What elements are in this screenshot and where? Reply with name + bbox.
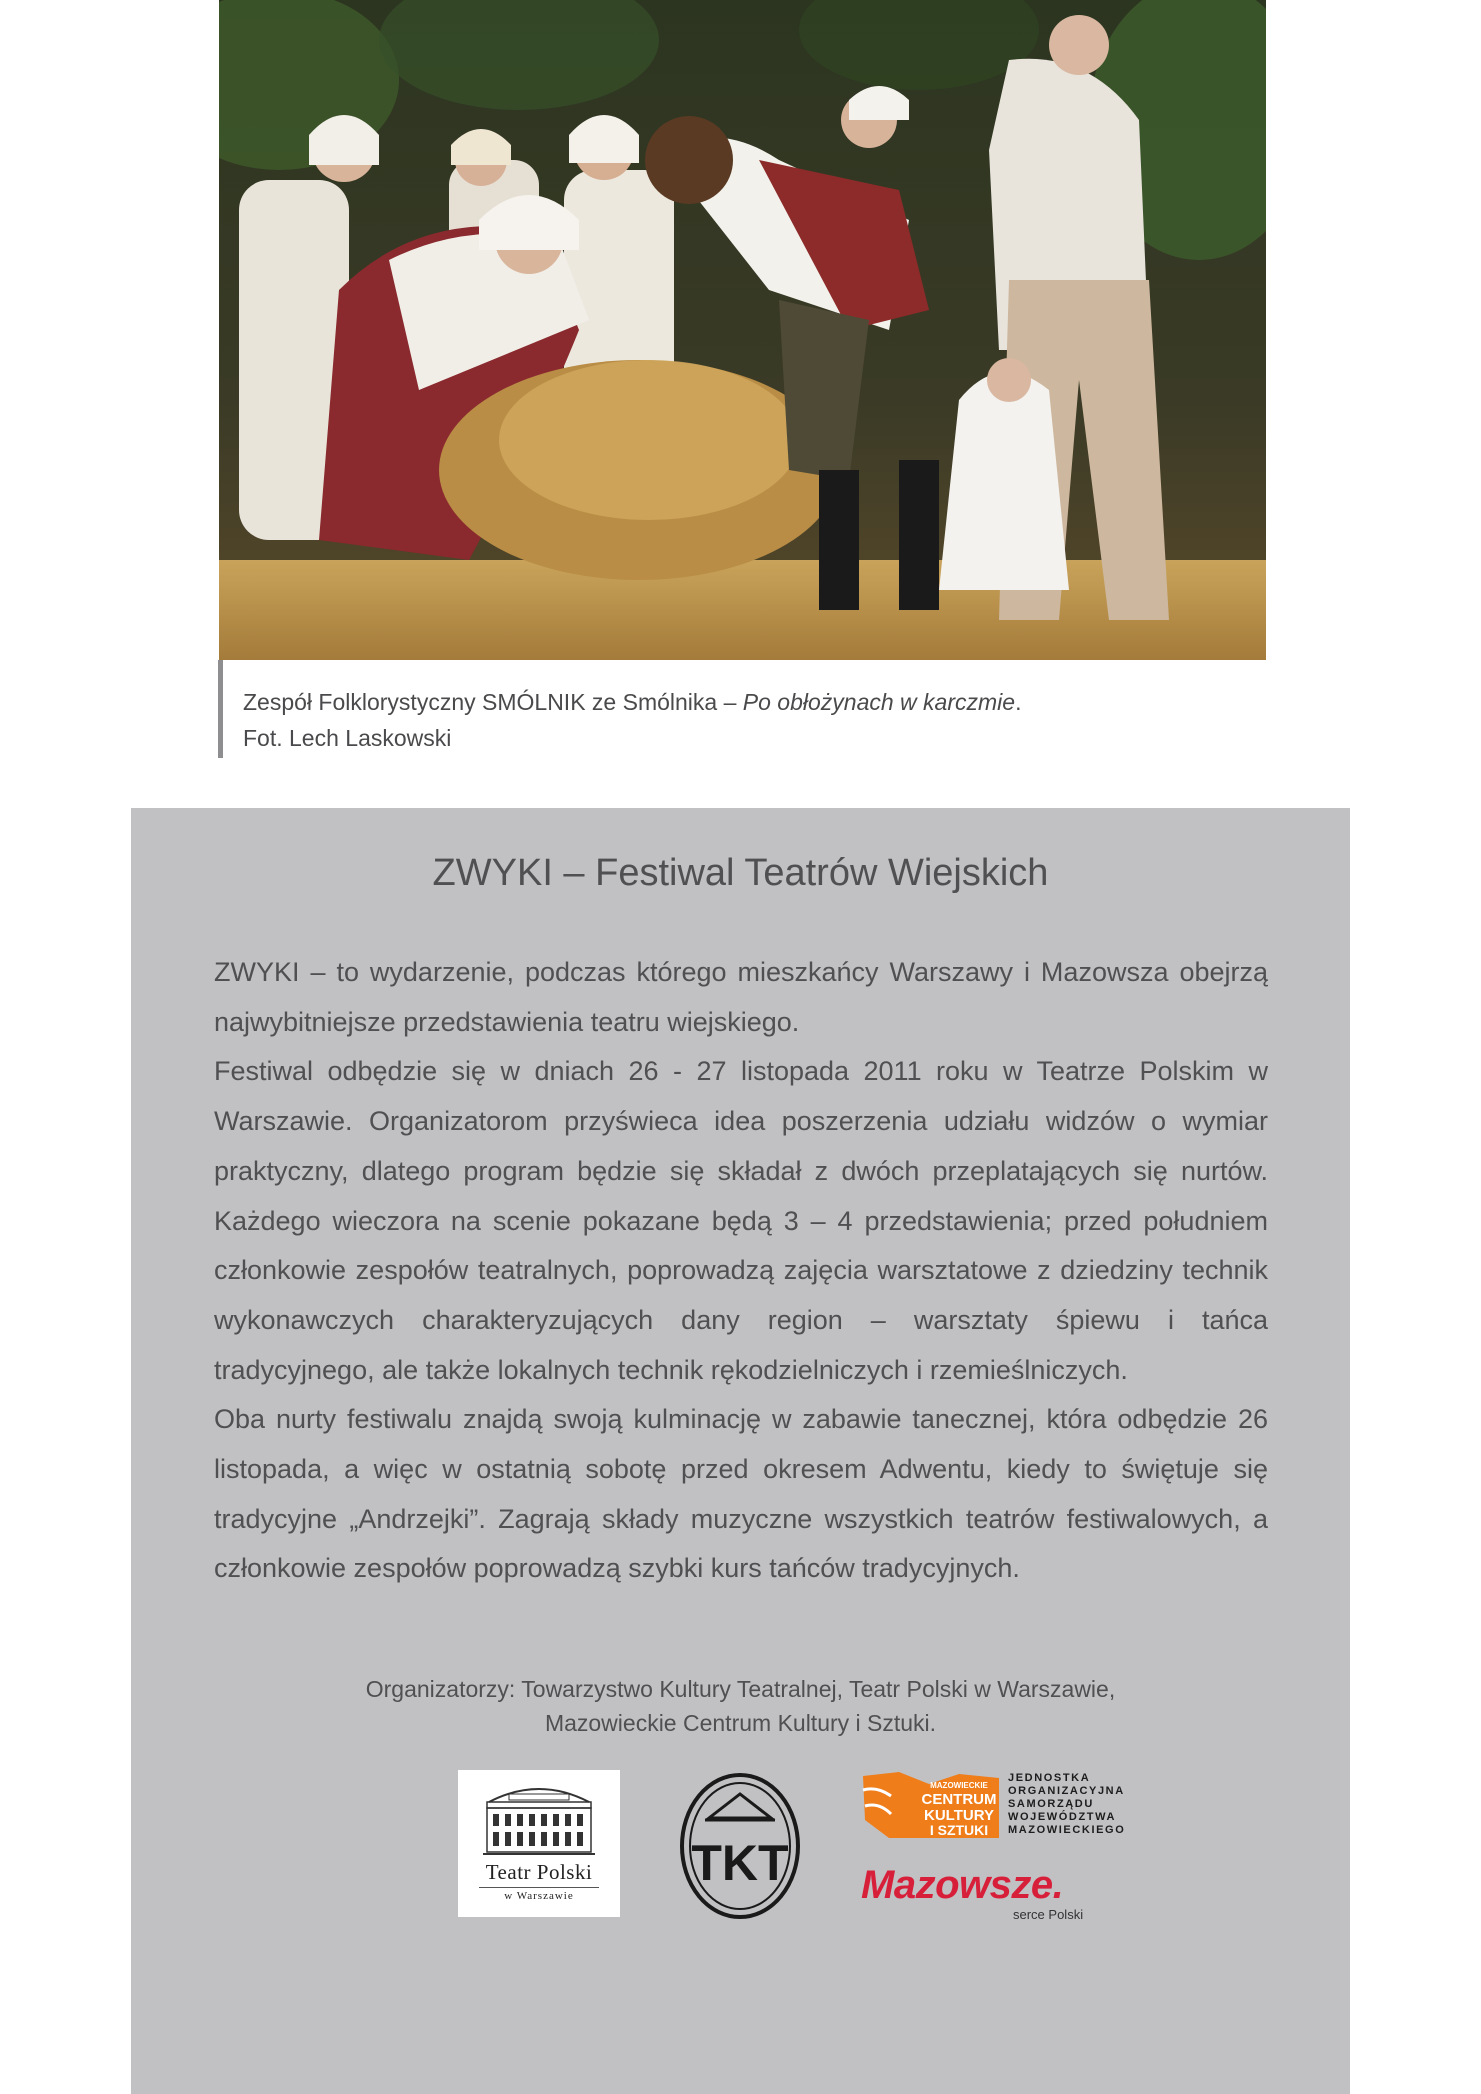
- teatr-polski-rule: [479, 1887, 599, 1888]
- mck-sub-line: SAMORZĄDU: [1008, 1798, 1094, 1810]
- organizers: [131, 1672, 1350, 1740]
- tkt-logo: [679, 1772, 801, 1920]
- tkt-letters: TKT: [691, 1835, 789, 1891]
- mck-subtitle: [1008, 1772, 1126, 1837]
- caption-performance-title: Po obłożynach w karczmie: [742, 689, 1016, 715]
- mck-sub-line: WOJEWÓDZTWA: [1008, 1811, 1117, 1823]
- photo-caption: [218, 660, 1218, 758]
- caption-line-1: [243, 684, 1218, 720]
- festival-photo: [219, 0, 1266, 660]
- mazowsze-logo: [861, 1863, 1121, 1923]
- mck-text-line: I SZTUKI: [929, 1822, 989, 1838]
- mck-logo: [859, 1770, 1001, 1842]
- mazowsze-wordmark: Mazowsze.: [861, 1863, 1064, 1907]
- teatr-polski-sub: w Warszawie: [504, 1890, 574, 1902]
- photo-scene: [219, 0, 1266, 660]
- organizers-line-2: Mazowieckie Centrum Kultury i Sztuki.: [544, 1710, 937, 1736]
- teatr-polski-logo: [458, 1770, 620, 1917]
- article-paragraph: Festiwal odbędzie się w dniach 26 - 27 listopada 2011 roku w Teatrze Polskim w Warszawie. Organizatorom przyświeca idea poszerzenia udziału widzów o wymiar praktyczny, dlatego program będzie się składał z dwóch przeplatających się nurtów. Każdego wieczora na scenie pokazane będą 3 – 4 przedstawienia; przed południem członkowie zespołów teatralnych, poprowadzą zajęcia warsztatowe z dziedziny technik wykonawczych charakteryzujących dany region – warsztaty śpiewu i tańca tradycyjnego, ale także lokalnych technik rękodzielniczych i rzemieślniczych.: [214, 1056, 1268, 1385]
- mazowsze-tagline: serce Polski: [1013, 1907, 1084, 1922]
- festival-info-panel: [131, 808, 1350, 2094]
- article-paragraph: Oba nurty festiwalu znajdą swoją kulminację w zabawie tanecznej, która odbędzie 26 listopada, a więc w ostatnią sobotę przed okresem Adwentu, kiedy to świętuje się tradycyjne „Andrzejki”. Zagrają składy muzyczne wszystkich teatrów festiwalowych, a członkowie zespołów poprowadzą szybki kurs tańców tradycyjnych.: [214, 1404, 1268, 1584]
- mck-sub-line: JEDNOSTKA: [1008, 1772, 1091, 1784]
- mck-sub-line: ORGANIZACYJNA: [1008, 1785, 1125, 1797]
- article-title: ZWYKI – Festiwal Teatrów Wiejskich: [432, 852, 1049, 894]
- article-paragraph: ZWYKI – to wydarzenie, podczas którego mieszkańcy Warszawy i Mazowsza obejrzą najwybitniejsze przedstawienia teatru wiejskiego.: [214, 957, 1268, 1037]
- mck-text-line: CENTRUM: [921, 1791, 997, 1808]
- mck-text-line: KULTURY: [924, 1807, 994, 1824]
- mck-hand-emblem-icon: [859, 1770, 1001, 1842]
- tkt-emblem-icon: [679, 1772, 801, 1920]
- caption-photographer: Fot. Lech Laskowski: [243, 725, 452, 751]
- mck-sub-line: MAZOWIECKIEGO: [1008, 1824, 1126, 1836]
- theatre-building-icon: [479, 1780, 599, 1858]
- organizers-line-1: Organizatorzy: Towarzystwo Kultury Teatralnej, Teatr Polski w Warszawie,: [365, 1676, 1116, 1702]
- teatr-polski-name: Teatr Polski: [485, 1860, 593, 1884]
- caption-period: .: [1015, 689, 1022, 715]
- article-body: [214, 948, 1268, 1594]
- caption-group: Zespół Folklorystyczny SMÓLNIK ze Smólnika –: [243, 689, 743, 715]
- mck-text-line: MAZOWIECKIE: [930, 1781, 988, 1790]
